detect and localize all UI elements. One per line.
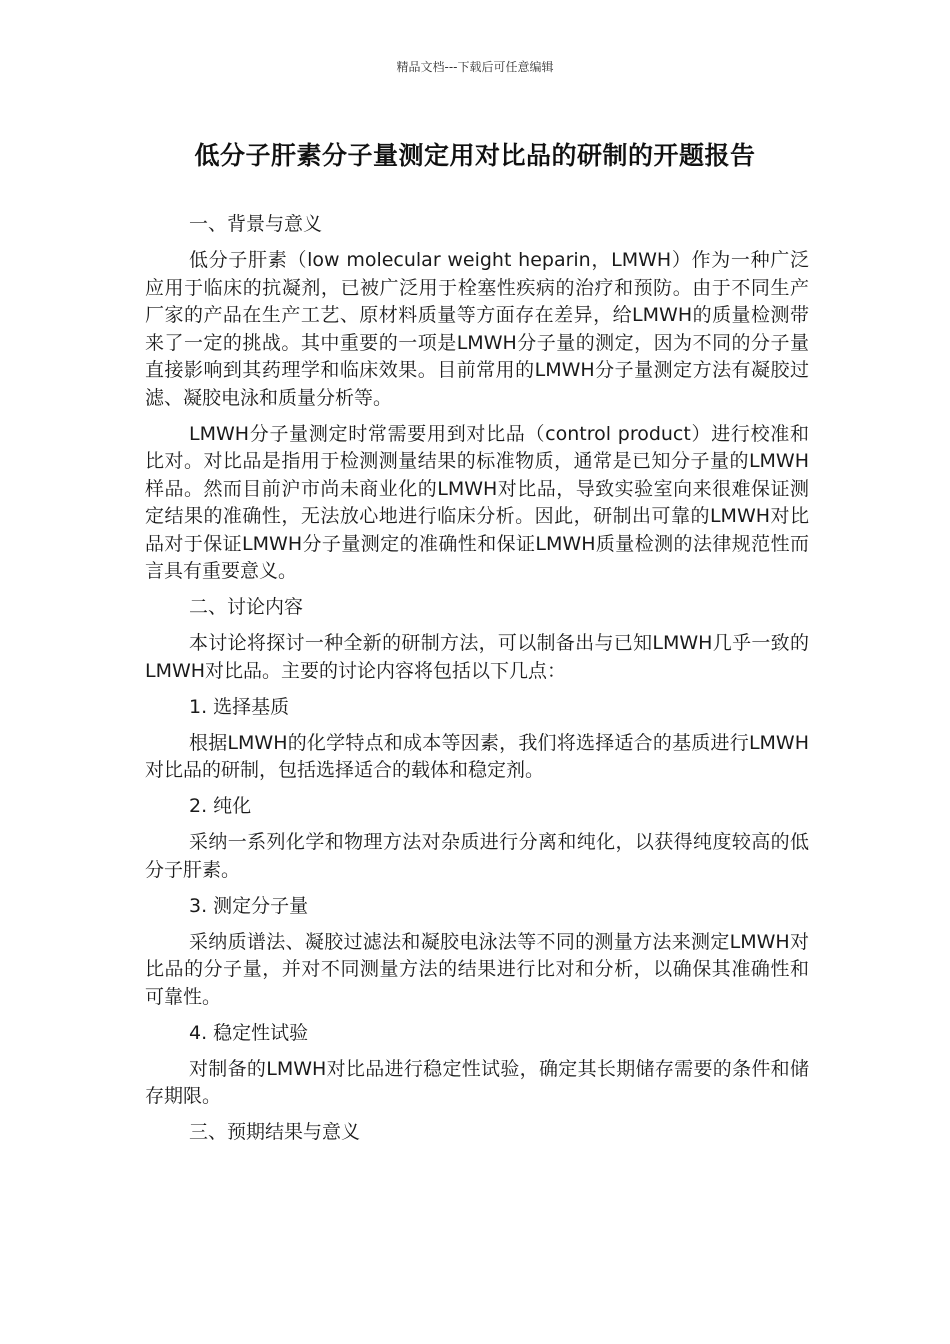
item-heading-matrix: 1. 选择基质: [189, 695, 290, 718]
item-text-molecular-weight: 采纳质谱法、凝胶过滤法和凝胶电泳法等不同的测量方法来测定LMWH对比品的分子量，并对不同测量方法的结果进行比对和分析，以确保其准确性和可靠性。: [145, 930, 809, 1008]
document-body: [145, 211, 809, 1155]
document-title: 低分子肝素分子量测定用对比品的研制的开题报告: [194, 141, 756, 170]
section-heading-discussion: 二、讨论内容: [189, 596, 304, 618]
item-heading-stability: 4. 稳定性试验: [189, 1021, 309, 1044]
paragraph-background-1: 低分子肝素（low molecular weight heparin，LMWH）作为一种广泛应用于临床的抗凝剂，已被广泛用于栓塞性疾病的治疗和预防。由于不同生产厂家的产品在生产工艺、原材料质量等方面存在差异，给LMWH的质量检测带来了一定的挑战。其中重要的一项是LMWH分子量的测定，因为不同的分子量直接影响到其药理学和临床效果。目前常用的LMWH分子量测定方法有凝胶过滤、凝胶电泳和质量分析等。: [145, 249, 809, 409]
paragraph-background-2: LMWH分子量测定时常需要用到对比品（control product）进行校准和比对。对比品是指用于检测测量结果的标准物质，通常是已知分子量的LMWH样品。然而目前沪市尚未商业化的LMWH对比品，导致实验室向来很难保证测定结果的准确性，无法放心地进行临床分析。因此，研制出可靠的LMWH对比品对于保证LMWH分子量测定的准确性和保证LMWH质量检测的法律规范性而言具有重要意义。: [145, 422, 809, 582]
section-heading-expected-results: 三、预期结果与意义: [189, 1121, 361, 1143]
header-note: 精品文档---下载后可任意编辑: [396, 60, 554, 74]
item-text-stability: 对制备的LMWH对比品进行稳定性试验，确定其长期储存需要的条件和储存期限。: [145, 1057, 809, 1107]
paragraph-discussion-intro: 本讨论将探讨一种全新的研制方法，可以制备出与已知LMWH几乎一致的LMWH对比品。主要的讨论内容将包括以下几点：: [145, 632, 809, 682]
item-heading-molecular-weight: 3. 测定分子量: [189, 894, 309, 917]
item-text-matrix: 根据LMWH的化学特点和成本等因素，我们将选择适合的基质进行LMWH对比品的研制，包括选择适合的载体和稳定剂。: [145, 731, 809, 781]
section-heading-background: 一、背景与意义: [189, 213, 323, 235]
item-text-purification: 采纳一系列化学和物理方法对杂质进行分离和纯化，以获得纯度较高的低分子肝素。: [145, 831, 809, 881]
item-heading-purification: 2. 纯化: [189, 795, 252, 817]
